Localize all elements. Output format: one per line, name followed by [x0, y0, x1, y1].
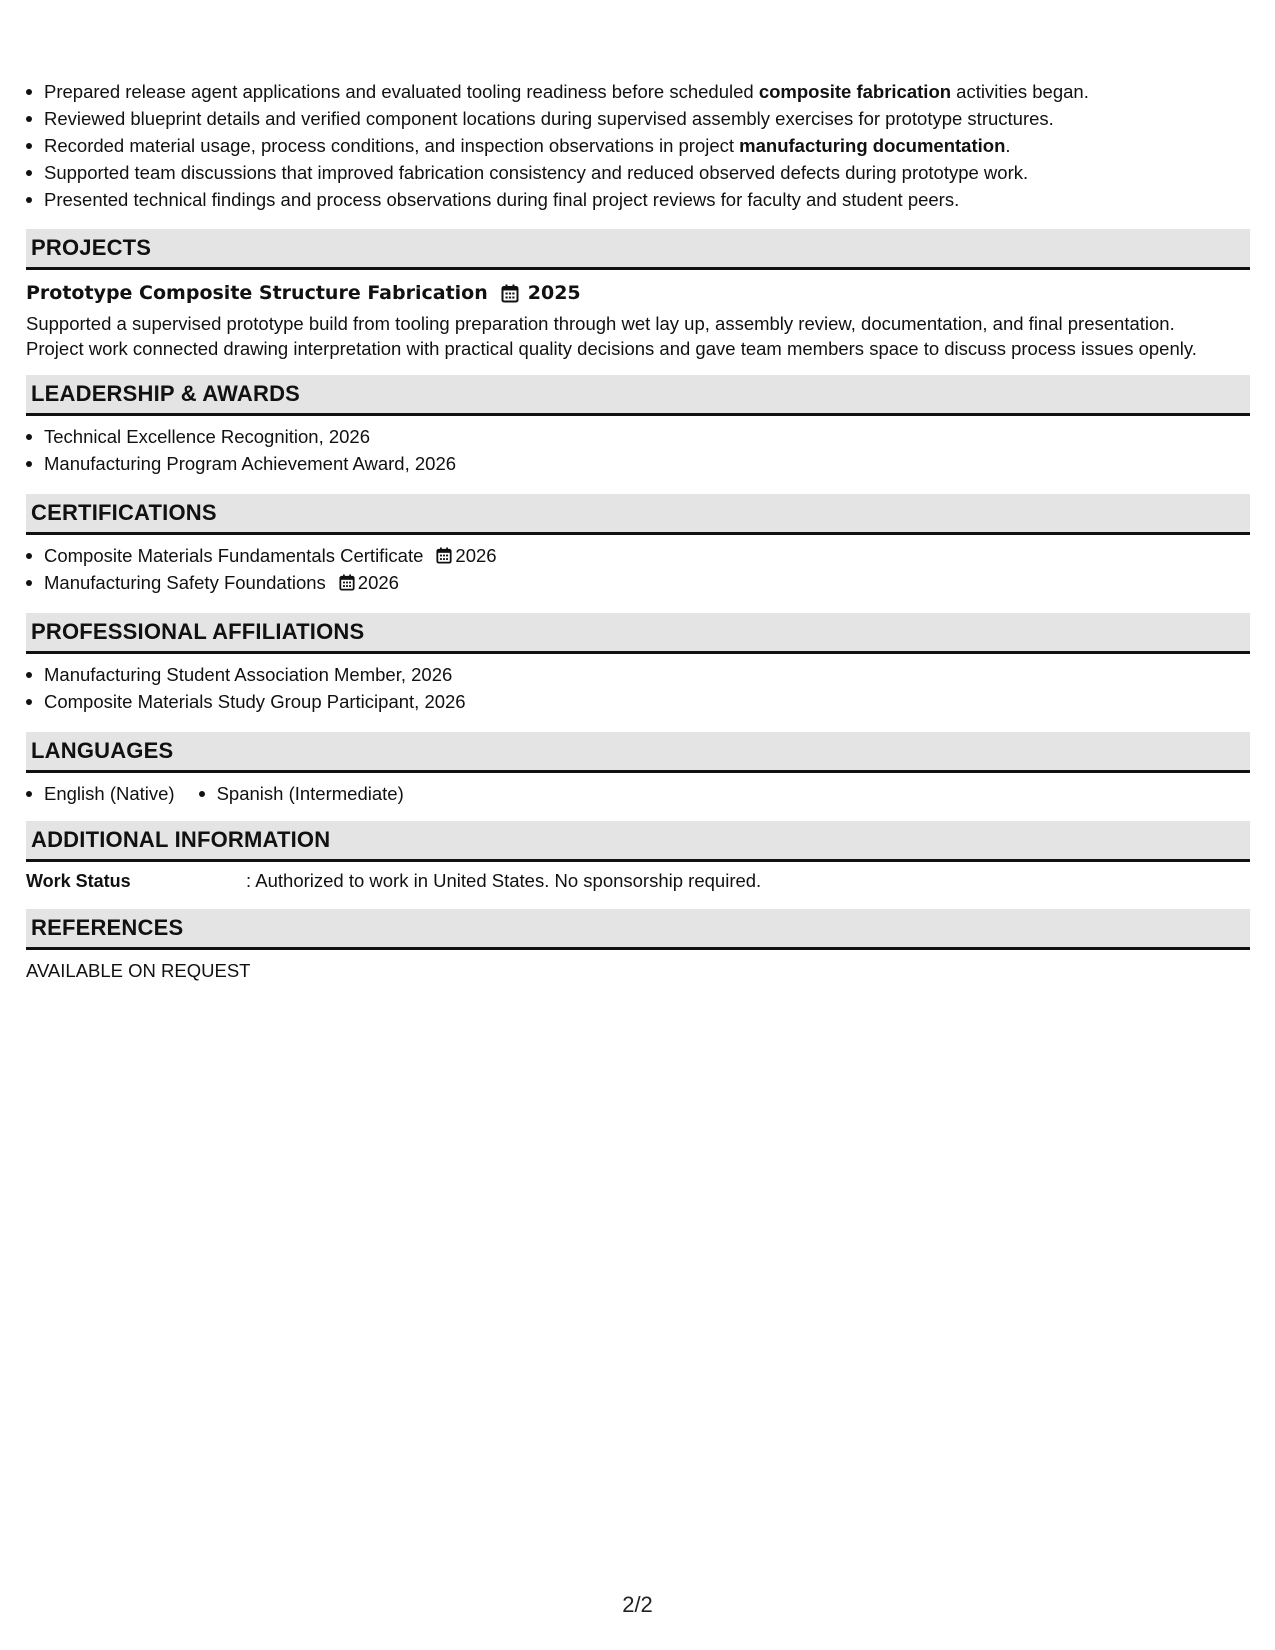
list-item: Manufacturing Program Achievement Award, 2026 — [26, 450, 1250, 477]
experience-bullet: Recorded material usage, process conditions, and inspection observations in project manufacturing documentation. — [26, 132, 1250, 159]
project-description-line: Supported a supervised prototype build from tooling preparation through wet lay up, assembly review, documentation, and final presentation. — [26, 313, 1175, 334]
project-title-row — [26, 278, 1250, 308]
calendar-icon — [501, 284, 519, 303]
additional-info-section-header — [26, 821, 1250, 862]
list-item: Composite Materials Study Group Participant, 2026 — [26, 688, 1250, 715]
projects-section-header — [26, 229, 1250, 270]
certifications-list — [26, 542, 1250, 596]
calendar-icon — [339, 574, 355, 591]
certification-year: 2026 — [357, 572, 399, 593]
certifications-section-header — [26, 494, 1250, 535]
certification-name: Composite Materials Fundamentals Certificate — [44, 545, 424, 566]
leadership-section-header — [26, 375, 1250, 416]
experience-bullet: Supported team discussions that improved fabrication consistency and reduced observed defects during prototype work. — [26, 159, 1250, 186]
leadership-list — [26, 423, 1250, 477]
section-title: CERTIFICATIONS — [31, 500, 217, 525]
section-title: REFERENCES — [31, 915, 184, 940]
section-title: LEADERSHIP & AWARDS — [31, 381, 301, 406]
list-item — [26, 542, 1250, 569]
list-item: Technical Excellence Recognition, 2026 — [26, 423, 1250, 450]
work-status-label: Work Status — [26, 871, 131, 891]
languages-list — [26, 780, 1250, 807]
section-title: ADDITIONAL INFORMATION — [31, 827, 331, 852]
references-text: AVAILABLE ON REQUEST — [26, 960, 251, 981]
certification-year: 2026 — [455, 545, 497, 566]
experience-bullet: Reviewed blueprint details and verified component locations during supervised assembly exercises for prototype structures. — [26, 105, 1250, 132]
project-description-line: Project work connected drawing interpretation with practical quality decisions and gave team members space to discuss process issues openly. — [26, 338, 1197, 359]
affiliations-section-header — [26, 613, 1250, 654]
work-status-row — [26, 868, 1250, 894]
list-item: Spanish (Intermediate) — [199, 780, 404, 807]
languages-section-header — [26, 732, 1250, 773]
page-indicator: 2/2 — [622, 1592, 653, 1617]
resume-page — [26, 78, 1250, 982]
references-section-header — [26, 909, 1250, 950]
experience-bullet: Prepared release agent applications and evaluated tooling readiness before scheduled composite fabrication activities began. — [26, 78, 1250, 105]
project-title: Prototype Composite Structure Fabrication — [26, 282, 488, 304]
affiliations-list — [26, 661, 1250, 715]
list-item: Manufacturing Student Association Member, 2026 — [26, 661, 1250, 688]
experience-bullet: Presented technical findings and process observations during final project reviews for faculty and student peers. — [26, 186, 1250, 213]
experience-bullet-list — [26, 78, 1250, 213]
work-status-value: : Authorized to work in United States. No sponsorship required. — [246, 870, 762, 891]
project-year: 2025 — [527, 282, 581, 304]
section-title: PROFESSIONAL AFFILIATIONS — [31, 619, 365, 644]
calendar-icon — [436, 547, 452, 564]
list-item — [26, 569, 1250, 596]
list-item: English (Native) — [26, 780, 175, 807]
section-title: PROJECTS — [31, 235, 152, 260]
project-description — [26, 311, 1250, 361]
section-title: LANGUAGES — [31, 738, 174, 763]
certification-name: Manufacturing Safety Foundations — [44, 572, 326, 593]
